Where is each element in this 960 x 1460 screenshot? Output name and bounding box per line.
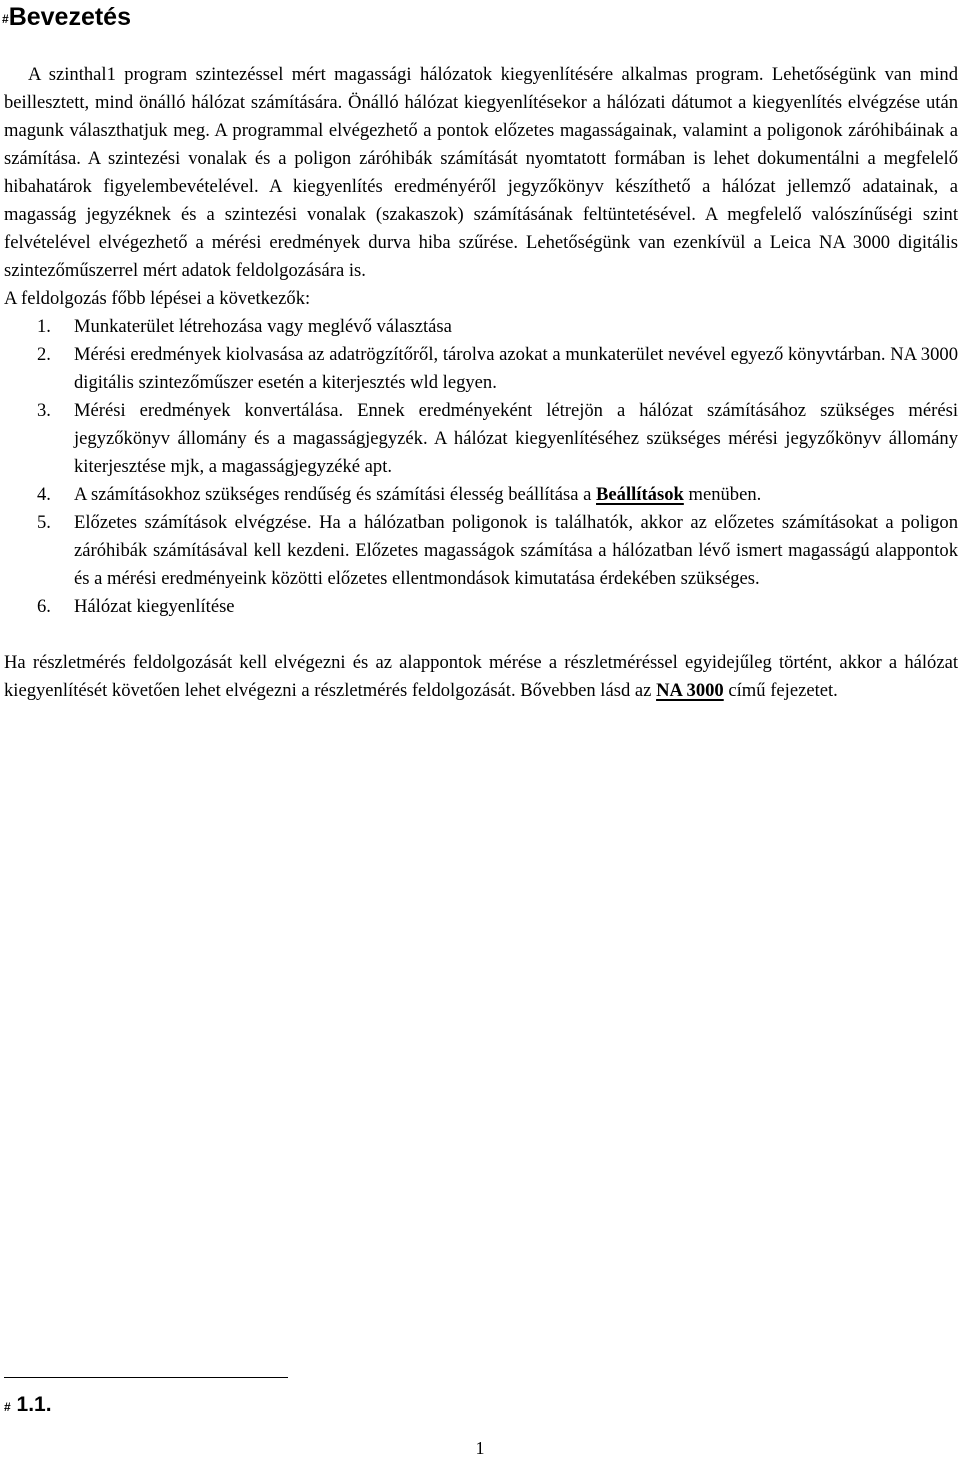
closing-paragraph [4, 649, 958, 705]
footnote-text: 1.1. [16, 1393, 52, 1416]
na3000-link[interactable]: NA 3000 [656, 680, 724, 701]
step-text: Mérési eredmények konvertálása. Ennek eredményeként létrejön a hálózat számításához szükséges mérési jegyzőkönyv állomány és a magasságjegyzék. A hálózat kiegyenlítéséhez szükséges mérési jegyzőkönyv állomány kiterjesztése mjk, a magasságjegyzéké apt. [74, 400, 958, 477]
intro-paragraph: A szinthal1 program szintezéssel mért magassági hálózatok kiegyenlítésére alkalmas program. Lehetőségünk van mind beillesztett, mind önálló hálózat számítására. Önálló hálózat kiegyenlítésekor a hálózati dátumot a kiegyenlítés elvégzése után magunk választhatjuk meg. A programmal elvégezhető a pontok előzetes magasságainak, valamint a poligonok záróhibáinak a számítása. A szintezési vonalak és a poligon záróhibák számítását nyomtatott formában is lehet dokumentálni a megfelelő hibahatárok figyelembevételével. A kiegyenlítés eredményéről jegyzőkönyv készíthető a hálózat jellemző adatainak, a magasság jegyzéknek és a szintezési vonalak (szakaszok) számításának feltüntetésével. A megfelelő valószínűségi szint felvételével elvégezhető a mérési eredmények durva hiba szűrése. Lehetőségünk van ezenkívül a Leica NA 3000 digitális szintezőműszerrel mért adatok feldolgozására is. [4, 64, 958, 281]
document-body [4, 61, 958, 705]
page-heading [2, 0, 131, 34]
step-number: 3. [37, 400, 51, 421]
closing-text-before: Ha részletmérés feldolgozását kell elvégezni és az alappontok mérése a részletméréssel egyidejűleg történt, akkor a hálózat kiegyenlítését követően lehet elvégezni a részletmérés feldolgozását. Bővebben lásd az [4, 652, 958, 701]
step-number: 5. [37, 512, 51, 533]
step-text: Munkaterület létrehozása vagy meglévő választása [74, 316, 452, 337]
heading-marker: # [2, 12, 9, 26]
step-text: Mérési eredmények kiolvasása az adatrögzítőről, tárolva azokat a munkaterület nevével egyező könyvtárban. NA 3000 digitális szintezőműszer esetén a kiterjesztés wld legyen. [74, 344, 958, 393]
list-item [4, 593, 958, 621]
list-item [4, 509, 958, 593]
settings-link[interactable]: Beállítások [596, 484, 684, 505]
footnote-divider [4, 1377, 288, 1378]
step-number: 2. [37, 344, 51, 365]
heading-title: Bevezetés [8, 3, 131, 31]
step-number: 1. [37, 316, 51, 337]
list-item [4, 397, 958, 481]
step-text: Hálózat kiegyenlítése [74, 596, 235, 617]
footnote [4, 1390, 52, 1420]
footnote-marker: # [4, 1400, 11, 1414]
closing-text-after: című fejezetet. [723, 680, 838, 701]
paragraph-spacer [4, 621, 958, 649]
steps-lead: A feldolgozás főbb lépései a következők: [4, 288, 311, 309]
step-text-before: A számításokhoz szükséges rendűség és számítási élesség beállítása a [74, 484, 597, 505]
steps-list [4, 313, 958, 621]
list-item [4, 341, 958, 397]
step-text: Előzetes számítások elvégzése. Ha a hálózatban poligonok is találhatók, akkor az előzetes számításokat a poligon záróhibák számításával kell kezdeni. Előzetes magasságok számítása a hálózatban lévő ismert magasságú alappontok és a mérési eredményeink közötti előzetes ellentmondások kimutatása érdekében szükséges. [74, 512, 958, 589]
step-number: 4. [37, 484, 51, 505]
step-text-after: menüben. [683, 484, 762, 505]
list-item [4, 313, 958, 341]
step-number: 6. [37, 596, 51, 617]
list-item [4, 481, 958, 509]
page-number: 1 [475, 1438, 485, 1458]
